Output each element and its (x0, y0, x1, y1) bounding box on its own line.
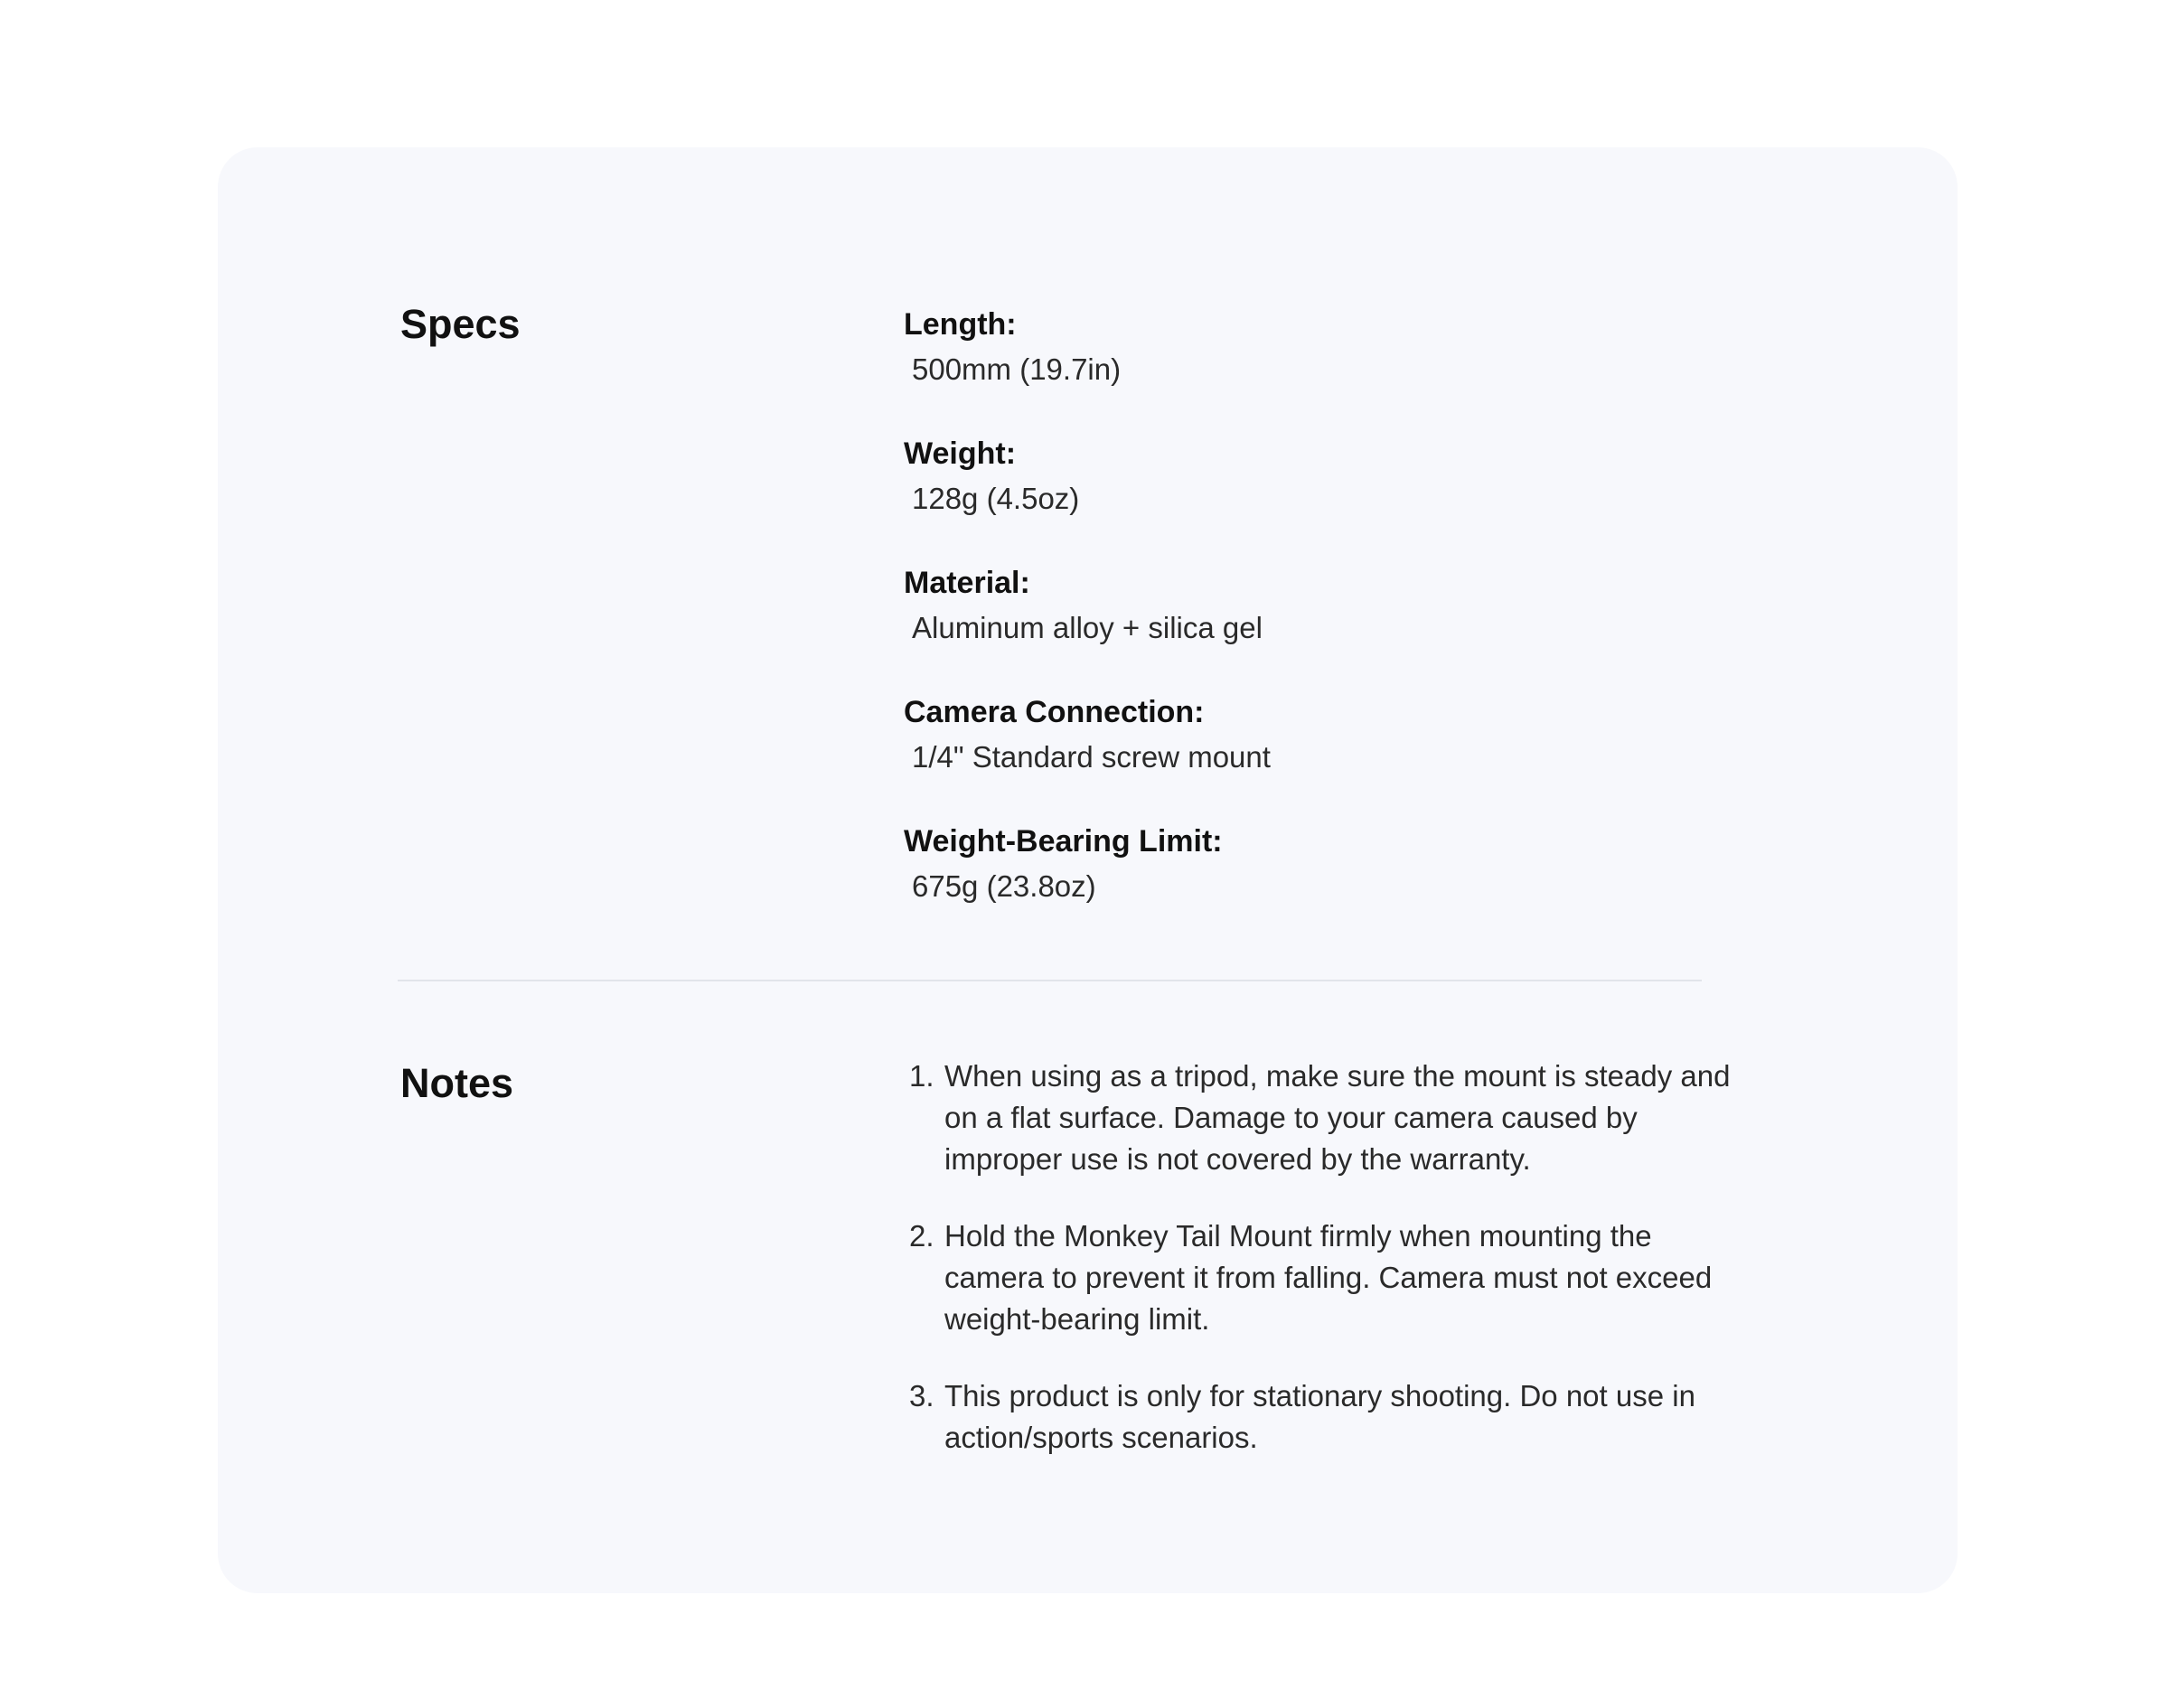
note-text: This product is only for stationary shooting. Do not use in action/sports scenarios. (944, 1379, 1695, 1454)
spec-value: 1/4" Standard screw mount (912, 740, 1271, 774)
spec-label: Length: (904, 307, 1017, 342)
note-text: When using as a tripod, make sure the mount is steady and on a flat surface. Damage to your camera caused by improper use is not covered by the warranty. (944, 1059, 1731, 1176)
spec-item-material (904, 564, 1753, 693)
spec-item-weight-bearing-limit (904, 822, 1753, 952)
note-item (904, 1375, 1753, 1459)
note-text: Hold the Monkey Tail Mount firmly when mounting the camera to prevent it from falling. Camera must not exceed weight-bearing limit. (944, 1219, 1713, 1336)
spec-value: 675g (23.8oz) (912, 869, 1096, 903)
note-number: 1. (909, 1059, 934, 1093)
note-number: 3. (909, 1379, 934, 1412)
spec-item-weight (904, 435, 1753, 564)
spec-label: Weight: (904, 436, 1017, 471)
spec-item-camera-connection (904, 693, 1753, 822)
spec-label: Camera Connection: (904, 695, 1205, 729)
spec-item-length (904, 305, 1753, 435)
spec-value: 500mm (19.7in) (912, 352, 1122, 386)
spec-value: 128g (4.5oz) (912, 482, 1080, 515)
specs-list (904, 305, 1753, 952)
note-item (904, 1215, 1753, 1340)
notes-list (904, 1056, 1753, 1494)
spec-value: Aluminum alloy + silica gel (912, 611, 1263, 644)
specs-heading: Specs (400, 301, 521, 347)
spec-label: Material: (904, 566, 1030, 600)
notes-heading: Notes (400, 1060, 514, 1106)
section-divider (398, 980, 1702, 981)
spec-label: Weight-Bearing Limit: (904, 824, 1223, 859)
note-item (904, 1056, 1753, 1180)
note-number: 2. (909, 1219, 934, 1253)
